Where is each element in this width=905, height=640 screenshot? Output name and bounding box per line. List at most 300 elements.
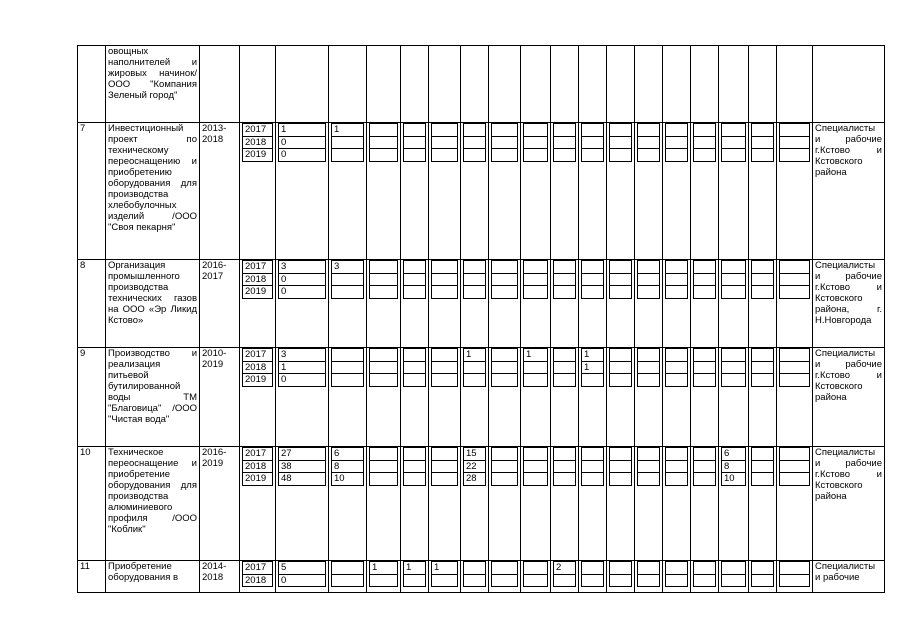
count-value: [780, 349, 810, 362]
category-cell: [635, 348, 663, 447]
category-cell: [579, 46, 607, 123]
count-value: [752, 473, 774, 486]
category-cell: [691, 46, 719, 123]
count-value: [554, 273, 576, 286]
category-cell: [489, 46, 521, 123]
count-value: [638, 286, 660, 299]
count-value: [432, 473, 458, 486]
category-cell: [367, 348, 401, 447]
count-value: [638, 149, 660, 162]
count-value: [332, 562, 364, 575]
table-row: [78, 447, 885, 561]
implementation-period: 2016-2019: [200, 447, 240, 561]
count-value: 3: [279, 261, 326, 274]
count-value: [432, 261, 458, 274]
count-value: [722, 361, 746, 374]
category-cell: [691, 561, 719, 593]
count-value: [524, 574, 548, 587]
total-cell: [276, 123, 329, 260]
year-value: 2018: [243, 273, 273, 286]
count-value: [752, 124, 774, 137]
count-value: [638, 261, 660, 274]
year-cell: [240, 348, 276, 447]
count-value: [780, 562, 810, 575]
category-cell: [461, 260, 489, 348]
count-value: [554, 448, 576, 461]
count-value: 1: [332, 124, 364, 137]
count-value: 0: [279, 574, 326, 587]
count-value: [780, 473, 810, 486]
count-value: [432, 273, 458, 286]
count-value: [638, 124, 660, 137]
category-cell: [489, 348, 521, 447]
count-value: [694, 473, 716, 486]
implementation-period: 2014-2018: [200, 561, 240, 593]
count-value: [666, 136, 688, 149]
count-value: [370, 273, 398, 286]
project-name: Техническое переоснащение и приобретение оборудования для производства алюминиевого профиля /ООО "Коблик": [106, 447, 200, 561]
category-cell: [329, 260, 367, 348]
count-value: [432, 574, 458, 587]
count-value: 10: [332, 473, 364, 486]
count-value: [492, 286, 518, 299]
category-cell: [367, 260, 401, 348]
count-value: [666, 574, 688, 587]
count-value: [492, 473, 518, 486]
category-cell: [607, 447, 635, 561]
count-value: [610, 374, 632, 387]
count-value: [610, 349, 632, 362]
count-value: [432, 361, 458, 374]
count-value: 1: [279, 124, 326, 137]
executors: Специалисты и рабочие г.Кстово и Кстовского района: [813, 348, 885, 447]
count-value: [780, 136, 810, 149]
category-cell: [401, 46, 429, 123]
count-value: [610, 149, 632, 162]
count-value: [554, 361, 576, 374]
count-value: [554, 574, 576, 587]
count-value: 1: [404, 562, 426, 575]
category-cell: [635, 260, 663, 348]
category-cell: [579, 348, 607, 447]
category-cell: [749, 123, 777, 260]
count-value: 0: [279, 273, 326, 286]
count-value: [464, 124, 486, 137]
category-cell: [579, 123, 607, 260]
count-value: [694, 149, 716, 162]
category-cell: [551, 348, 579, 447]
category-cell: [521, 447, 551, 561]
category-cell: [691, 348, 719, 447]
count-value: [370, 261, 398, 274]
year-value: 2018: [243, 574, 273, 587]
count-value: [582, 574, 604, 587]
count-value: [610, 273, 632, 286]
year-cell: [240, 46, 276, 123]
year-value: 2017: [243, 261, 273, 274]
count-value: [610, 460, 632, 473]
table-row: [78, 260, 885, 348]
count-value: [432, 149, 458, 162]
count-value: 1: [582, 349, 604, 362]
category-cell: [691, 123, 719, 260]
category-cell: [635, 561, 663, 593]
count-value: [370, 460, 398, 473]
count-value: [524, 286, 548, 299]
category-cell: [691, 260, 719, 348]
count-value: [666, 473, 688, 486]
category-cell: [607, 260, 635, 348]
count-value: [432, 448, 458, 461]
category-cell: [367, 561, 401, 593]
table-row: [78, 123, 885, 260]
count-value: 5: [279, 562, 326, 575]
category-cell: [777, 561, 813, 593]
count-value: [752, 149, 774, 162]
count-value: [722, 286, 746, 299]
count-value: 3: [332, 261, 364, 274]
count-value: [492, 124, 518, 137]
category-cell: [777, 46, 813, 123]
count-value: [464, 574, 486, 587]
count-value: [638, 361, 660, 374]
count-value: [752, 273, 774, 286]
count-value: [610, 286, 632, 299]
count-value: 1: [464, 349, 486, 362]
category-cell: [749, 348, 777, 447]
category-cell: [719, 123, 749, 260]
row-number: 10: [78, 447, 106, 561]
category-cell: [521, 348, 551, 447]
year-value: 2019: [243, 473, 273, 486]
count-value: [492, 136, 518, 149]
count-value: [610, 574, 632, 587]
implementation-period: 2013-2018: [200, 123, 240, 260]
count-value: 8: [722, 460, 746, 473]
count-value: [524, 448, 548, 461]
count-value: 0: [279, 374, 326, 387]
year-value: 2018: [243, 361, 273, 374]
count-value: [694, 460, 716, 473]
year-cell: [240, 260, 276, 348]
count-value: [554, 149, 576, 162]
count-value: [524, 374, 548, 387]
project-name: Производство и реализация питьевой бутилированной воды ТМ "Благовица" /ООО "Чистая вода": [106, 348, 200, 447]
category-cell: [607, 46, 635, 123]
category-cell: [663, 46, 691, 123]
category-cell: [401, 123, 429, 260]
count-value: [464, 261, 486, 274]
count-value: [638, 460, 660, 473]
count-value: [492, 374, 518, 387]
count-value: [524, 124, 548, 137]
executors: Специалисты и рабочие г.Кстово и Кстовского района: [813, 447, 885, 561]
count-value: [752, 448, 774, 461]
count-value: [370, 574, 398, 587]
count-value: [524, 473, 548, 486]
count-value: [638, 273, 660, 286]
year-value: 2017: [243, 349, 273, 362]
category-cell: [777, 123, 813, 260]
count-value: [554, 124, 576, 137]
category-cell: [719, 260, 749, 348]
count-value: 0: [279, 136, 326, 149]
count-value: [610, 448, 632, 461]
category-cell: [607, 123, 635, 260]
count-value: [492, 361, 518, 374]
category-cell: [551, 260, 579, 348]
count-value: [638, 473, 660, 486]
count-value: [404, 136, 426, 149]
count-value: [554, 136, 576, 149]
count-value: [722, 349, 746, 362]
category-cell: [719, 348, 749, 447]
count-value: 1: [370, 562, 398, 575]
count-value: [404, 149, 426, 162]
count-value: 27: [279, 448, 326, 461]
category-cell: [663, 561, 691, 593]
count-value: [404, 261, 426, 274]
count-value: 6: [332, 448, 364, 461]
count-value: [610, 473, 632, 486]
count-value: [432, 374, 458, 387]
category-cell: [367, 447, 401, 561]
count-value: [752, 574, 774, 587]
category-cell: [489, 561, 521, 593]
count-value: [370, 473, 398, 486]
category-cell: [607, 561, 635, 593]
category-cell: [635, 123, 663, 260]
count-value: [638, 574, 660, 587]
count-value: [694, 124, 716, 137]
category-cell: [461, 348, 489, 447]
count-value: [694, 374, 716, 387]
count-value: [404, 361, 426, 374]
count-value: [666, 124, 688, 137]
table-row: [78, 561, 885, 593]
count-value: 22: [464, 460, 486, 473]
count-value: [332, 149, 364, 162]
count-value: 1: [432, 562, 458, 575]
count-value: [464, 374, 486, 387]
category-cell: [521, 260, 551, 348]
staffing-table: [77, 45, 885, 593]
count-value: [722, 124, 746, 137]
count-value: [752, 261, 774, 274]
category-cell: [489, 123, 521, 260]
row-number: 8: [78, 260, 106, 348]
count-value: [582, 149, 604, 162]
category-cell: [461, 561, 489, 593]
count-value: [582, 473, 604, 486]
count-value: [404, 349, 426, 362]
count-value: [694, 562, 716, 575]
count-value: 15: [464, 448, 486, 461]
count-value: [404, 574, 426, 587]
count-value: [432, 349, 458, 362]
category-cell: [367, 123, 401, 260]
implementation-period: 2016-2017: [200, 260, 240, 348]
count-value: [464, 562, 486, 575]
count-value: [752, 349, 774, 362]
count-value: [492, 273, 518, 286]
category-cell: [719, 561, 749, 593]
project-name: овощных наполнителей и жировых начинок/ООО "Компания Зеленый город": [106, 46, 200, 123]
category-cell: [749, 46, 777, 123]
count-value: 38: [279, 460, 326, 473]
year-cell: [240, 447, 276, 561]
count-value: [582, 374, 604, 387]
count-value: [780, 286, 810, 299]
count-value: [432, 286, 458, 299]
count-value: [780, 149, 810, 162]
count-value: [722, 562, 746, 575]
row-number: 7: [78, 123, 106, 260]
category-cell: [461, 46, 489, 123]
count-value: 1: [279, 361, 326, 374]
count-value: [554, 261, 576, 274]
category-cell: [663, 447, 691, 561]
count-value: 6: [722, 448, 746, 461]
total-cell: [276, 561, 329, 593]
table-row: [78, 46, 885, 123]
count-value: [694, 574, 716, 587]
category-cell: [329, 348, 367, 447]
year-value: 2019: [243, 286, 273, 299]
count-value: [666, 374, 688, 387]
count-value: [332, 374, 364, 387]
count-value: [780, 574, 810, 587]
category-cell: [663, 348, 691, 447]
category-cell: [579, 447, 607, 561]
category-cell: [329, 447, 367, 561]
count-value: [694, 136, 716, 149]
count-value: [332, 273, 364, 286]
category-cell: [489, 260, 521, 348]
count-value: [722, 374, 746, 387]
count-value: [582, 261, 604, 274]
count-value: [432, 136, 458, 149]
category-cell: [663, 260, 691, 348]
executors: [813, 46, 885, 123]
row-number: 11: [78, 561, 106, 593]
count-value: 8: [332, 460, 364, 473]
total-cell: [276, 46, 329, 123]
count-value: [332, 286, 364, 299]
count-value: [752, 460, 774, 473]
count-value: [610, 136, 632, 149]
count-value: [370, 124, 398, 137]
category-cell: [461, 123, 489, 260]
count-value: [610, 562, 632, 575]
count-value: [404, 286, 426, 299]
count-value: [780, 273, 810, 286]
count-value: [404, 273, 426, 286]
count-value: [404, 473, 426, 486]
count-value: [492, 149, 518, 162]
table-row: [78, 348, 885, 447]
count-value: [666, 261, 688, 274]
count-value: 28: [464, 473, 486, 486]
count-value: [370, 361, 398, 374]
category-cell: [429, 123, 461, 260]
count-value: [492, 574, 518, 587]
count-value: [610, 124, 632, 137]
count-value: [524, 273, 548, 286]
count-value: [780, 460, 810, 473]
count-value: [752, 374, 774, 387]
category-cell: [719, 447, 749, 561]
count-value: [752, 136, 774, 149]
implementation-period: [200, 46, 240, 123]
category-cell: [329, 46, 367, 123]
count-value: [722, 574, 746, 587]
count-value: [524, 149, 548, 162]
count-value: [464, 273, 486, 286]
category-cell: [367, 46, 401, 123]
count-value: 0: [279, 286, 326, 299]
count-value: [638, 136, 660, 149]
count-value: [524, 460, 548, 473]
year-cell: [240, 123, 276, 260]
category-cell: [635, 46, 663, 123]
count-value: [666, 286, 688, 299]
category-cell: [551, 447, 579, 561]
project-name: Приобретение оборудования в: [106, 561, 200, 593]
category-cell: [521, 123, 551, 260]
count-value: [722, 273, 746, 286]
category-cell: [777, 447, 813, 561]
count-value: [370, 349, 398, 362]
count-value: [610, 361, 632, 374]
year-cell: [240, 561, 276, 593]
count-value: [404, 124, 426, 137]
count-value: [404, 448, 426, 461]
count-value: 10: [722, 473, 746, 486]
count-value: [370, 149, 398, 162]
category-cell: [551, 123, 579, 260]
category-cell: [579, 561, 607, 593]
category-cell: [749, 447, 777, 561]
count-value: [554, 349, 576, 362]
category-cell: [777, 348, 813, 447]
count-value: [370, 374, 398, 387]
category-cell: [579, 260, 607, 348]
count-value: [638, 448, 660, 461]
category-cell: [635, 447, 663, 561]
category-cell: [401, 561, 429, 593]
count-value: [638, 374, 660, 387]
category-cell: [719, 46, 749, 123]
count-value: [492, 448, 518, 461]
count-value: [780, 261, 810, 274]
count-value: [524, 136, 548, 149]
project-name: Организация промышленного производства технических газов на ООО «Эр Ликид Кстово»: [106, 260, 200, 348]
year-value: 2017: [243, 448, 273, 461]
count-value: [638, 562, 660, 575]
count-value: [666, 562, 688, 575]
total-cell: [276, 260, 329, 348]
year-value: 2019: [243, 374, 273, 387]
project-name: Инвестиционный проект по техническому переоснащению и приобретению оборудования для производства хлебобулочных изделий /ООО "Своя пекарня": [106, 123, 200, 260]
count-value: 2: [554, 562, 576, 575]
category-cell: [749, 561, 777, 593]
count-value: [694, 261, 716, 274]
count-value: [332, 349, 364, 362]
count-value: [694, 448, 716, 461]
row-number: 9: [78, 348, 106, 447]
count-value: [524, 562, 548, 575]
